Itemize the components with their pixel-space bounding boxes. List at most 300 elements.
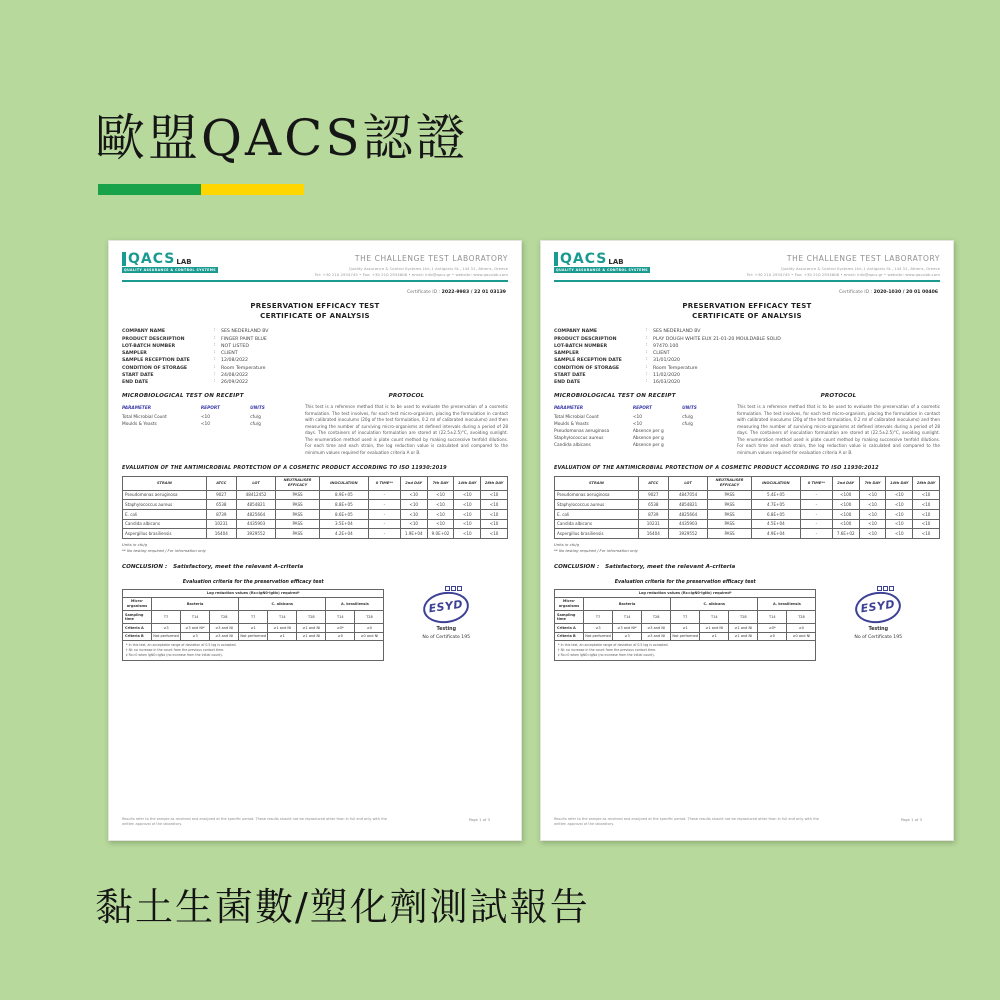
table-cell: 4854821 — [236, 500, 276, 510]
detail-value: 24/08/2022 — [221, 372, 249, 378]
table-cell: 4847054 — [668, 490, 708, 500]
criteria-footnotes — [122, 641, 384, 660]
table-cell: <10 — [913, 519, 940, 529]
lab-info — [232, 252, 508, 277]
table-cell: <10 — [400, 510, 427, 520]
detail-label: START DATE — [554, 372, 586, 378]
table-row — [555, 529, 940, 539]
logo-bar-icon — [122, 252, 126, 266]
table-header-cell: 7th DAY — [859, 476, 886, 490]
footnote-line: * In this test, an acceptable range of deviation of 0.5 log is accepted. — [126, 643, 237, 648]
table-header-cell: STRAIN — [123, 476, 207, 490]
table-cell: <10 — [859, 510, 886, 520]
table-row — [555, 519, 940, 529]
lab-contact: Tel: +30 210 2934745 • Fax: +30 210 2934606 • email: info@qacs.gr • website: www.qacslab.com — [314, 271, 508, 277]
table-header-cell: PARAMETER — [122, 406, 152, 412]
table-cell: T7 — [239, 611, 268, 624]
table-cell: Total Microbial Count — [554, 415, 599, 421]
detail-row — [122, 328, 508, 335]
table-cell: <10 — [427, 519, 454, 529]
criteria-footnotes — [554, 641, 816, 660]
detail-value: 31/01/2020 — [653, 358, 681, 364]
detail-label: END DATE — [122, 380, 149, 386]
logo-tagline: QUALITY ASSURANCE & CONTROL SYSTEMS — [124, 268, 216, 272]
conclusion — [554, 564, 940, 572]
table-cell: <10 — [454, 510, 481, 520]
protocol-section — [305, 393, 508, 456]
protocol-section — [737, 393, 940, 456]
table-row — [555, 510, 940, 520]
document-title-line1: PRESERVATION EFFICACY TEST — [250, 302, 380, 311]
table-cell: T14 — [758, 611, 787, 624]
certificate-finger-paint — [108, 240, 522, 841]
table-cell: T7 — [584, 611, 613, 624]
detail-colon: : — [646, 371, 648, 377]
table-cell: <10 — [454, 529, 481, 539]
conclusion — [122, 564, 508, 572]
detail-colon: : — [646, 328, 648, 334]
certificate-footer — [122, 817, 508, 828]
table-cell: Moulds & Yeasts — [554, 422, 589, 428]
header-divider — [554, 280, 940, 282]
criteria-header-row — [555, 589, 816, 598]
page-subtitle: 黏土生菌數/塑化劑測試報告 — [95, 885, 590, 929]
table-cell: 6.8E+05 — [751, 510, 800, 520]
detail-row — [554, 372, 940, 379]
criteria-table — [554, 589, 816, 642]
table-cell: cfu/g — [682, 422, 693, 428]
detail-row — [554, 328, 940, 335]
table-cell: <10 — [427, 500, 454, 510]
detail-row — [122, 336, 508, 343]
table-cell: cfu/g — [250, 422, 261, 428]
table-cell: ≥0* — [326, 624, 355, 633]
certificate-header — [122, 252, 508, 277]
detail-label: SAMPLE RECEPTION DATE — [554, 358, 622, 364]
table-cell: Aspergillus brasiliensis — [123, 529, 207, 539]
table-cell: T14 — [181, 611, 210, 624]
protocol-title: PROTOCOL — [820, 393, 857, 400]
table-cell: T14 — [700, 611, 729, 624]
criteria-block — [554, 580, 816, 661]
criteria-group-brasiliensis: A. brasiliensis — [326, 598, 384, 611]
detail-value: SES NEDERLAND BV — [221, 329, 269, 335]
lab-title: THE CHALLENGE TEST LABORATORY — [786, 254, 940, 263]
micro-test-table — [554, 405, 718, 450]
table-cell: 16404 — [206, 529, 236, 539]
detail-colon: : — [214, 364, 216, 370]
evaluation-title: EVALUATION OF THE ANTIMICROBIAL PROTECTION OF A COSMETIC PRODUCT ACCORDING TO ISO 11930:2012 — [554, 465, 879, 472]
table-cell: cfu/g — [682, 415, 693, 421]
table-cell: 48412452 — [236, 490, 276, 500]
table-row — [123, 624, 384, 633]
micro-test-header-row — [122, 405, 286, 415]
table-cell: Candida albicans — [555, 519, 639, 529]
criteria-table — [122, 589, 384, 642]
footer-disclaimer: Results refer to the sample as received and analyzed at the specific period. These results should not be reproduced other than in full and only with the written approval of the laboratory. — [554, 816, 819, 826]
table-cell: ≥1 and NI — [268, 624, 297, 633]
table-header-cell: 0 TIME** — [800, 476, 832, 490]
table-cell: ≥1 — [700, 632, 729, 641]
table-cell: <10 — [913, 510, 940, 520]
detail-row — [554, 379, 940, 386]
table-header-cell: PARAMETER — [554, 406, 584, 412]
test-and-protocol-section — [554, 393, 940, 456]
lab-title: THE CHALLENGE TEST LABORATORY — [354, 254, 508, 263]
logo-lab-text: LAB — [176, 257, 192, 266]
table-cell: <10 — [481, 500, 508, 510]
detail-colon: : — [646, 357, 648, 363]
table-cell: <10 — [632, 415, 642, 421]
table-header-cell: 14th DAY — [886, 476, 913, 490]
table-cell: Absence per g — [632, 436, 664, 442]
table-cell: T28 — [787, 611, 816, 624]
units-note: Units in cfu/g — [554, 542, 580, 548]
table-cell: <10 — [913, 490, 940, 500]
table-row — [123, 490, 508, 500]
detail-label: CONDITION OF STORAGE — [122, 365, 188, 371]
table-row — [554, 436, 718, 443]
detail-colon: : — [214, 357, 216, 363]
detail-value: 12/08/2022 — [221, 358, 249, 364]
testing-note: ** No testing required / For information only — [554, 547, 639, 553]
conclusion-value: Satisfactory, meet the relevant A-criteria — [605, 563, 736, 570]
table-cell: <10 — [859, 529, 886, 539]
table-cell: T28 — [210, 611, 239, 624]
detail-value: 97470.100 — [653, 343, 679, 349]
detail-colon: : — [646, 364, 648, 370]
table-cell: <10 — [859, 500, 886, 510]
testing-note: ** No testing required / For information only — [122, 547, 207, 553]
table-cell: <100 — [832, 510, 859, 520]
detail-colon: : — [214, 379, 216, 385]
detail-value: Room Temperature — [221, 365, 266, 371]
esyd-stamp-text: ESYD — [428, 597, 465, 616]
criteria-section — [554, 580, 940, 661]
lab-address: Quality Assurance & Control Systems Ltd.,1 Antigonis St., 144 51, Athens, Greece — [780, 265, 940, 271]
table-cell: ≥0* — [758, 624, 787, 633]
test-and-protocol-section — [122, 393, 508, 456]
stamp-certificate-number: No of Certificate 195 — [422, 634, 471, 640]
logo-lab-text: LAB — [608, 257, 624, 266]
table-cell: ≥3 and NI — [210, 624, 239, 633]
table-cell: <10 — [200, 415, 210, 421]
document-title-line2: CERTIFICATE OF ANALYSIS — [692, 311, 802, 320]
table-cell: ≥3 and NI — [210, 632, 239, 641]
evaluation-title: EVALUATION OF THE ANTIMICROBIAL PROTECTION OF A COSMETIC PRODUCT ACCORDING TO ISO 11930:2019 — [122, 465, 447, 472]
table-header-cell: UNITS — [682, 406, 697, 412]
table-cell: - — [368, 510, 400, 520]
table-cell: 9.0E+02 — [427, 529, 454, 539]
table-cell: 4854821 — [668, 500, 708, 510]
table-header-cell: STRAIN — [555, 476, 639, 490]
table-cell: <10 — [913, 529, 940, 539]
table-cell: PASS — [708, 490, 751, 500]
table-cell: <10 — [886, 519, 913, 529]
table-cell: 9027 — [206, 490, 236, 500]
table-row — [555, 611, 816, 624]
table-cell: - — [368, 529, 400, 539]
table-cell: ≥0 — [787, 624, 816, 633]
lab-contact: Tel: +30 210 2934745 • Fax: +30 210 2934606 • email: info@qacs.gr • website: www.qacslab.com — [746, 271, 940, 277]
table-cell: <10 — [400, 519, 427, 529]
table-cell: ≥3 and NI* — [181, 624, 210, 633]
detail-colon: : — [646, 342, 648, 348]
evaluation-header-row — [555, 476, 940, 490]
table-cell: ≥3 and NI — [642, 632, 671, 641]
detail-row — [554, 336, 940, 343]
table-header-cell: 28th DAY — [481, 476, 508, 490]
table-header-cell: 2nd DAY — [400, 476, 427, 490]
criteria-group-brasiliensis: A. brasiliensis — [758, 598, 816, 611]
table-cell: Staphylococcus aureus — [555, 500, 639, 510]
detail-row — [554, 357, 940, 364]
esyd-stamp-squares-icon — [398, 586, 508, 591]
micro-test-title: MICROBIOLOGICAL TEST ON RECEIPT — [554, 393, 676, 400]
table-cell: 3929552 — [236, 529, 276, 539]
table-cell: 16404 — [638, 529, 668, 539]
table-cell: 8.9E+05 — [319, 490, 368, 500]
detail-colon: : — [214, 371, 216, 377]
table-cell: PASS — [276, 500, 319, 510]
criteria-group-albicans: C. albicans — [239, 598, 326, 611]
detail-label: LOT-BATCH NUMBER — [122, 343, 176, 349]
microbiological-test — [122, 393, 295, 456]
table-row — [555, 624, 816, 633]
table-row — [122, 422, 286, 429]
certificate-id-value: 2022-9983 / 22 01 03139 — [441, 290, 506, 296]
table-cell: <10 — [913, 500, 940, 510]
detail-label: START DATE — [122, 372, 154, 378]
detail-row — [122, 372, 508, 379]
table-cell: <10 — [859, 519, 886, 529]
table-cell: Not performed — [584, 632, 613, 641]
detail-value: 11/02/2020 — [653, 372, 681, 378]
table-cell: T28 — [297, 611, 326, 624]
table-cell: ≥1 and NI — [729, 624, 758, 633]
certificate-id — [122, 290, 506, 296]
table-cell: 4435903 — [668, 519, 708, 529]
table-cell: <10 — [886, 529, 913, 539]
criteria-group-row — [123, 598, 384, 611]
detail-colon: : — [646, 379, 648, 385]
esyd-stamp — [816, 580, 940, 641]
table-cell — [682, 429, 718, 436]
table-cell: ≥3 and NI — [642, 624, 671, 633]
esyd-stamp-oval-icon — [853, 589, 903, 626]
detail-label: SAMPLER — [122, 351, 147, 357]
table-cell: Absence per g — [632, 443, 664, 449]
table-row — [555, 490, 940, 500]
table-cell: - — [800, 529, 832, 539]
detail-colon: : — [214, 350, 216, 356]
table-header-cell: 28th DAY — [913, 476, 940, 490]
microbiological-test — [554, 393, 727, 456]
protocol-text: This test is a reference method that is to be used to evaluate the preservation of a cosmetic formulation. The test involves, for each test micro-organism, placing the formulation in contact with calibrated inoculums (20g of the test formulation, 0.2 ml of calibrated inoculums) and then measuring the number of surviving micro-organisms at defined intervals during a period of 28 days. The containers of inoculation formulation are stored at (22.5±2.5)°C, avoiding sunlight. The enumeration method used is plate count method by making successive tenfold dilutions. For each time and each strain, the log reduction value is calculated and compared to the minimum values required for evaluation criteria A or B. — [304, 404, 508, 455]
detail-row — [122, 379, 508, 386]
micro-test-header-row — [554, 405, 718, 415]
table-header-cell: LOT — [236, 476, 276, 490]
table-cell: 8739 — [206, 510, 236, 520]
table-cell: <10 — [481, 519, 508, 529]
table-header-cell: NEUTRALISER EFFICACY — [276, 476, 319, 490]
table-cell: T14 — [268, 611, 297, 624]
detail-row — [122, 343, 508, 350]
table-cell: cfu/g — [250, 415, 261, 421]
evaluation-header-row — [123, 476, 508, 490]
table-cell: - — [800, 500, 832, 510]
detail-value: NOT LISTED — [221, 343, 249, 349]
table-cell: ≥3 — [584, 624, 613, 633]
detail-row — [554, 365, 940, 372]
accent-bar-green — [98, 184, 201, 195]
table-cell: 8739 — [638, 510, 668, 520]
table-cell: <10 — [200, 422, 210, 428]
qacs-logo — [554, 252, 664, 273]
table-header-cell: REPORT — [200, 406, 220, 412]
detail-row — [554, 350, 940, 357]
table-header-cell: ATCC — [638, 476, 668, 490]
criteria-header: Log reduction values (Rx=lgN0-lgNx) required* — [123, 589, 384, 598]
criteria-header: Log reduction values (Rx=lgN0-lgNx) required* — [555, 589, 816, 598]
table-cell: <100 — [832, 490, 859, 500]
certificate-id-value: 2020-1030 / 20 01 00406 — [873, 290, 938, 296]
footnote-line: * In this test, an acceptable range of deviation of 0.5 log is accepted. — [558, 643, 669, 648]
table-cell: T7 — [671, 611, 700, 624]
table-cell: 3.5E+04 — [319, 519, 368, 529]
table-cell: Total Microbial Count — [122, 415, 167, 421]
table-header-cell: NEUTRALISER EFFICACY — [708, 476, 751, 490]
table-cell: ≥0 — [355, 624, 384, 633]
document-title-line2: CERTIFICATE OF ANALYSIS — [260, 311, 370, 320]
table-cell: 4825664 — [668, 510, 708, 520]
table-cell: - — [368, 490, 400, 500]
table-cell: E. coli — [555, 510, 639, 520]
table-cell: Not performed — [671, 632, 700, 641]
detail-colon: : — [214, 342, 216, 348]
table-cell: - — [368, 519, 400, 529]
table-cell: PASS — [276, 490, 319, 500]
table-row — [554, 429, 718, 436]
table-cell: 4.7E+05 — [751, 500, 800, 510]
logo-bar-icon — [554, 252, 558, 266]
table-cell: <10 — [886, 510, 913, 520]
detail-row — [554, 343, 940, 350]
table-cell: Moulds & Yeasts — [122, 422, 157, 428]
esyd-stamp-text: ESYD — [860, 597, 897, 616]
detail-colon: : — [646, 350, 648, 356]
detail-value: 16/03/2020 — [653, 380, 681, 386]
table-cell: Staphylococcus aureus — [123, 500, 207, 510]
footer-page-number: Page 1 of 3 — [900, 816, 922, 822]
table-cell: <10 — [481, 529, 508, 539]
sample-details — [554, 328, 940, 386]
table-cell: <10 — [400, 490, 427, 500]
table-cell: PASS — [276, 510, 319, 520]
table-cell: Candida albicans — [123, 519, 207, 529]
conclusion-value: Satisfactory, meet the relevant A-criteria — [173, 563, 304, 570]
table-row — [555, 632, 816, 641]
table-cell: <100 — [832, 519, 859, 529]
logo-text: QACS — [560, 251, 608, 267]
detail-label: LOT-BATCH NUMBER — [554, 343, 608, 349]
table-cell: 9027 — [638, 490, 668, 500]
criteria-group-label: Micro-organisms — [123, 598, 152, 611]
table-cell: 6538 — [638, 500, 668, 510]
table-cell: ≥1 — [671, 624, 700, 633]
table-cell: Staphylococcus aureus — [554, 436, 604, 442]
certificate-header — [554, 252, 940, 277]
table-cell: Absence per g — [632, 429, 664, 435]
table-row — [554, 415, 718, 422]
table-cell: 6538 — [206, 500, 236, 510]
logo-tagline: QUALITY ASSURANCE & CONTROL SYSTEMS — [556, 268, 648, 272]
table-cell: Pseudomonas aeruginosa — [554, 429, 610, 435]
detail-value: Room Temperature — [653, 365, 698, 371]
detail-label: PRODUCT DESCRIPTION — [554, 336, 617, 342]
stamp-testing-label: Testing — [436, 627, 456, 633]
detail-label: END DATE — [554, 380, 581, 386]
table-cell: Not performed — [152, 632, 181, 641]
table-row — [123, 529, 508, 539]
table-cell: ≥1 and NI — [297, 624, 326, 633]
table-cell: <10 — [400, 500, 427, 510]
footnote-line: † NI: no increase in the count from the previous contact time. — [126, 648, 225, 653]
footer-page-number: Page 1 of 3 — [468, 816, 490, 822]
logo-text: QACS — [128, 251, 176, 267]
table-cell: 10231 — [206, 519, 236, 529]
table-cell: Sampling time — [123, 611, 152, 624]
lab-info — [664, 252, 940, 277]
units-note: Units in cfu/g — [122, 542, 148, 548]
table-cell: 8.6E+05 — [319, 510, 368, 520]
detail-value: CLIENT — [221, 351, 238, 357]
table-cell: 4.9E+04 — [751, 529, 800, 539]
table-cell: <10 — [454, 500, 481, 510]
table-cell: PASS — [708, 519, 751, 529]
table-cell: T28 — [729, 611, 758, 624]
table-row — [123, 611, 384, 624]
table-cell: <100 — [832, 500, 859, 510]
certificate-footer — [554, 817, 940, 828]
table-cell: <10 — [886, 500, 913, 510]
detail-value: 26/09/2022 — [221, 380, 249, 386]
table-header-cell: 0 TIME** — [368, 476, 400, 490]
qacs-logo-mark — [554, 252, 664, 266]
table-cell: ≥1 — [268, 632, 297, 641]
table-cell: ≥3 — [152, 624, 181, 633]
evaluation-table — [122, 476, 508, 539]
table-cell: Not performed — [239, 632, 268, 641]
detail-label: COMPANY NAME — [554, 329, 598, 335]
criteria-group-albicans: C. albicans — [671, 598, 758, 611]
detail-value: CLIENT — [653, 351, 670, 357]
table-cell: 5.4E+05 — [751, 490, 800, 500]
table-header-cell: REPORT — [632, 406, 652, 412]
table-cell: Aspergillus brasiliensis — [555, 529, 639, 539]
esyd-stamp — [384, 580, 508, 641]
table-cell: ≥0 and NI — [787, 632, 816, 641]
table-header-cell: INOCULATION — [751, 476, 800, 490]
table-cell: <10 — [454, 490, 481, 500]
table-cell: ≥0 — [326, 632, 355, 641]
table-row — [122, 415, 286, 422]
table-row — [555, 500, 940, 510]
table-row — [123, 500, 508, 510]
detail-label: SAMPLE RECEPTION DATE — [122, 358, 190, 364]
esyd-stamp-oval-icon — [421, 589, 471, 626]
page-title: 歐盟QACS認證 — [95, 109, 469, 167]
